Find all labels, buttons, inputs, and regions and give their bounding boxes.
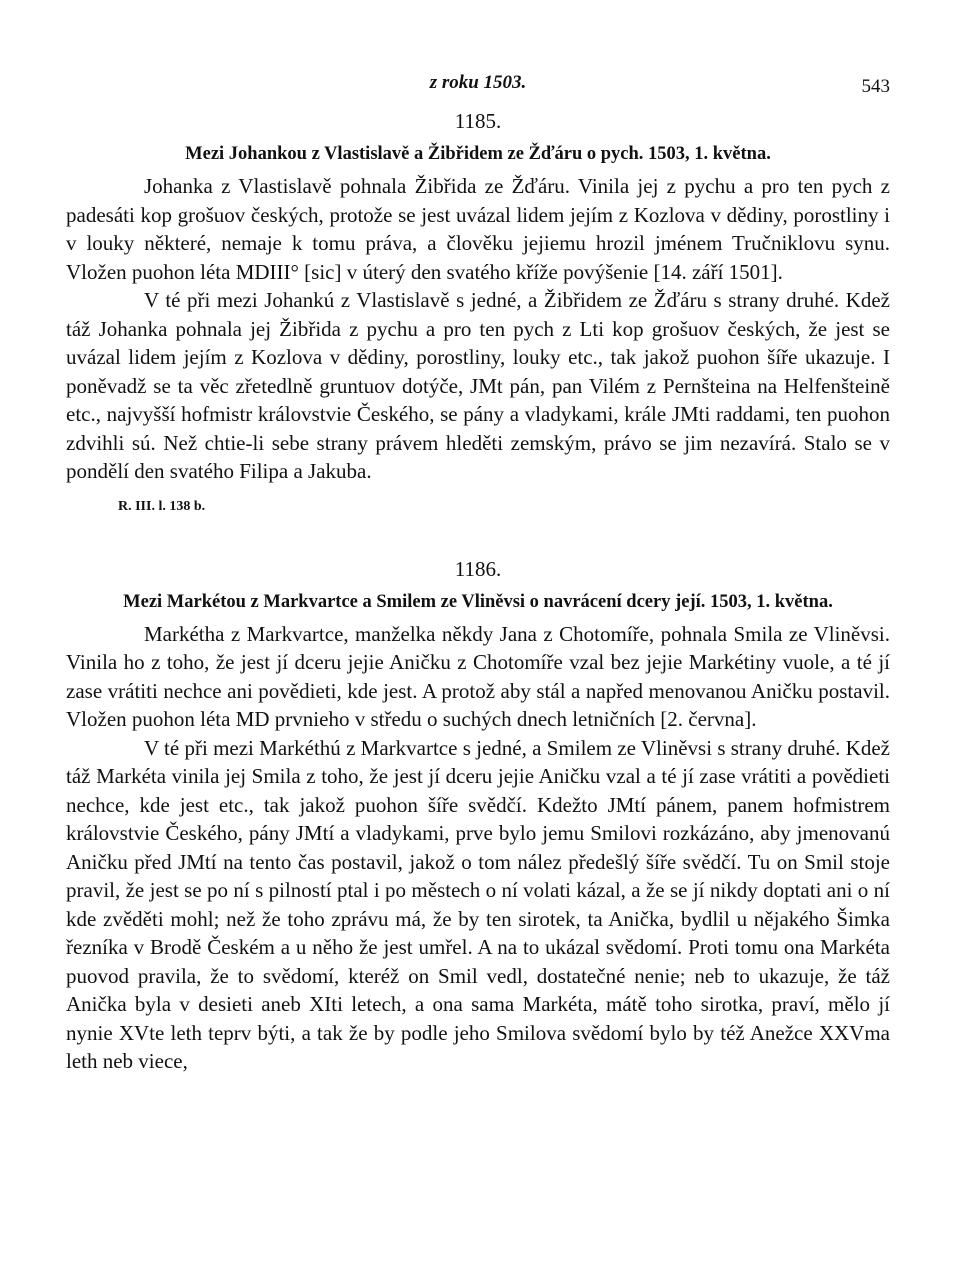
archival-signature: R. III. l. 138 b. [118,498,206,514]
entry-number: 1185. [454,109,502,133]
running-head [66,70,890,106]
document-page [66,70,890,1076]
entry-1186 [66,554,890,1076]
paragraph: V té při mezi Markéthú z Markvartce s jedné, a Smilem ze Vliněvsi s strany druhé. Kdež táž Markéta vinila jej Smila z toho, že jest jí dceru jejie Aničku vzal a té jí zase vrátiti a povědieti nechce, kde jest etc., tak jakož puohon šíře svědčí. Kdežto JMtí pánem, panem hofmistrem královstvie Českého, pány JMtí a vladykami, prve bylo jemu Smilovi rozkázáno, aby jmenovanú Aničku před JMtí na tento čas postavil, jakož o tom nález předešlý šíře svědčí. Tu on Smil stoje pravil, že jest se po ní s pilností ptal i po městech o ní volati kázal, a že se jí nikdy doptati ani o ní kde zvěděti mohl; než že toho zprávu má, že by ten sirotek, ta Anička, bydlil u nějakého Šimka řezníka v Brodě Českém a u něho že jest umřel. A na to ukázal svědomí. Proti tomu ona Markéta puovod pravila, že to svědomí, kteréž on Smil vedl, dostatečné nenie; neb to ukazuje, že táž Anička byla v desieti aneb XIti letech, a ona sama Markéta, mátě toho sirotka, praví, mělo jí nynie XVte leth teprv býti, a tak že by podle jeho Smilova svědomí bylo by též Anežce XXVma leth neb viece, [66,735,890,1073]
entry-summary: Mezi Johankou z Vlastislavě a Žibřidem ze Žďáru o pych. 1503, 1. května. [185,144,771,164]
entry-summary: Mezi Markétou z Markvartce a Smilem ze Vliněvsi o navrácení dcery její. 1503, 1. května. [123,591,833,612]
paragraph: V té při mezi Johankú z Vlastislavě s jedné, a Žibřidem ze Žďáru s strany druhé. Kdež táž Johanka pohnala jej Žibřida z pychu a pro ten pych z Lti kop grošuov českých, že jest se uvázal lidem jejím z Kozlova v dědiny, porostliny, louky etc., tak jakož puohon šíře ukazuje. I poněvadž se ta věc zřetedlně gruntuov dotýče, JMt pán, pan Vilém z Pernšteina na Helfenšteině etc., najvyšší hofmistr královstvie Českého, se pány a vladykami, krále JMti raddami, ten puohon zdvihli sú. Než chtie-li sebe strany právem hleděti zemským, právo se jim nezavírá. Stalo se v pondělí den svatého Filipa a Jakuba. [66,288,890,483]
paragraph: Markétha z Markvartce, manželka někdy Jana z Chotomíře, pohnala Smila ze Vliněvsi. Vinila ho z toho, že jest jí dceru jejie Aničku z Chotomíře vzal bez jejie Markétiny vuole, a té jí zase vrátiti nechce ani povědieti, kde jest. A protož aby stál a napřed menovanou Aničku postavil. Vložen puohon léta MD prvnieho v středu o suchých dnech letničních [2. června]. [66,621,890,731]
paragraph: Johanka z Vlastislavě pohnala Žibřida ze Žďáru. Vinila jej z pychu a pro ten pych z padesáti kop grošuov českých, protože se jest uvázal lidem jejím z Kozlova v dědiny, porostliny i v louky některé, nemaje k tomu práva, a člověku jejiemu hrozil jménem Tručniklovu synu. Vložen puohon léta MDIII° [sic] v úterý den svatého kříže povýšenie [14. září 1501]. [66,174,890,284]
running-title: z roku 1503. [429,72,527,93]
entry-number: 1186. [454,556,502,581]
page-number: 543 [861,76,890,97]
entry-1185 [66,106,890,518]
